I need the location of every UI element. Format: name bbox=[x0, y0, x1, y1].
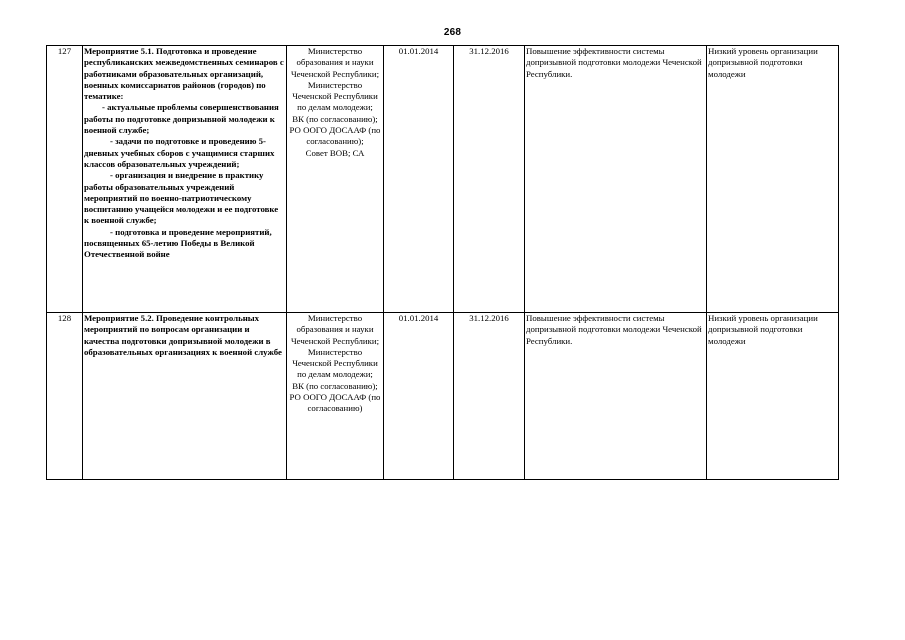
risk-consequence: Низкий уровень организации допризывной подготовки молодежи bbox=[707, 313, 839, 480]
activity-name-cell bbox=[83, 313, 287, 480]
executor-cell bbox=[287, 313, 384, 480]
expected-result: Повышение эффективности системы допризывной подготовки молодежи Чеченской Республики. bbox=[525, 313, 707, 480]
activity-item: - подготовка и проведение мероприятий, посвященных 65-летию Победы в Великой Отечественной войне bbox=[84, 226, 272, 260]
row-number: 128 bbox=[47, 313, 83, 480]
executor-line: Министерство образования и науки Чеченской Республики; bbox=[290, 46, 380, 79]
table-row bbox=[47, 313, 839, 480]
end-date: 31.12.2016 bbox=[454, 313, 525, 480]
executor-line: Министерство Чеченской Республики по делам молодежи; bbox=[292, 79, 378, 113]
executor-line: Министерство образования и науки Чеченской Республики; bbox=[290, 313, 380, 346]
risk-consequence: Низкий уровень организации допризывной подготовки молодежи bbox=[707, 46, 839, 313]
activity-item: - актуальные проблемы совершенствования работы по подготовке допризывной молодежи к военной службе; bbox=[84, 102, 279, 136]
executor-line: Министерство Чеченской Республики по делам молодежи; bbox=[292, 346, 378, 380]
expected-result: Повышение эффективности системы допризывной подготовки молодежи Чеченской Республики. bbox=[525, 46, 707, 313]
activity-table bbox=[46, 45, 839, 480]
end-date: 31.12.2016 bbox=[454, 46, 525, 313]
row-number: 127 bbox=[47, 46, 83, 313]
activity-name-cell bbox=[83, 46, 287, 313]
executor-line: РО ООГО ДОСААФ (по согласованию) bbox=[289, 392, 381, 414]
start-date: 01.01.2014 bbox=[384, 46, 454, 313]
executor-line: РО ООГО ДОСААФ (по согласованию); bbox=[289, 125, 381, 147]
start-date: 01.01.2014 bbox=[384, 313, 454, 480]
executor-cell bbox=[287, 46, 384, 313]
activity-title: Мероприятие 5.2. Проведение контрольных мероприятий по вопросам организации и качества подготовки допризывной молодежи в образовательных организациях к военной службе bbox=[84, 313, 282, 357]
activity-item: - организация и внедрение в практику работы образовательных учреждений мероприятий по военно-патриотическому воспитанию учащейся молодежи и ее подготовке к военной службе; bbox=[84, 170, 279, 226]
executor-line: ВК (по согласованию); bbox=[292, 113, 378, 124]
activity-title: Мероприятие 5.1. Подготовка и проведение республиканских межведомственных семинаров с работниками образовательных организаций, военных комиссариатов районов (городов) по тематике: bbox=[84, 46, 284, 102]
page-number: 268 bbox=[443, 27, 462, 38]
executor-line: Совет ВОВ; СА bbox=[305, 147, 365, 158]
table-row bbox=[47, 46, 839, 313]
executor-line: ВК (по согласованию); bbox=[292, 380, 378, 391]
activity-item: - задачи по подготовке и проведению 5-дневных учебных сборов с учащимися старших классов образовательных учреждений; bbox=[84, 136, 275, 169]
